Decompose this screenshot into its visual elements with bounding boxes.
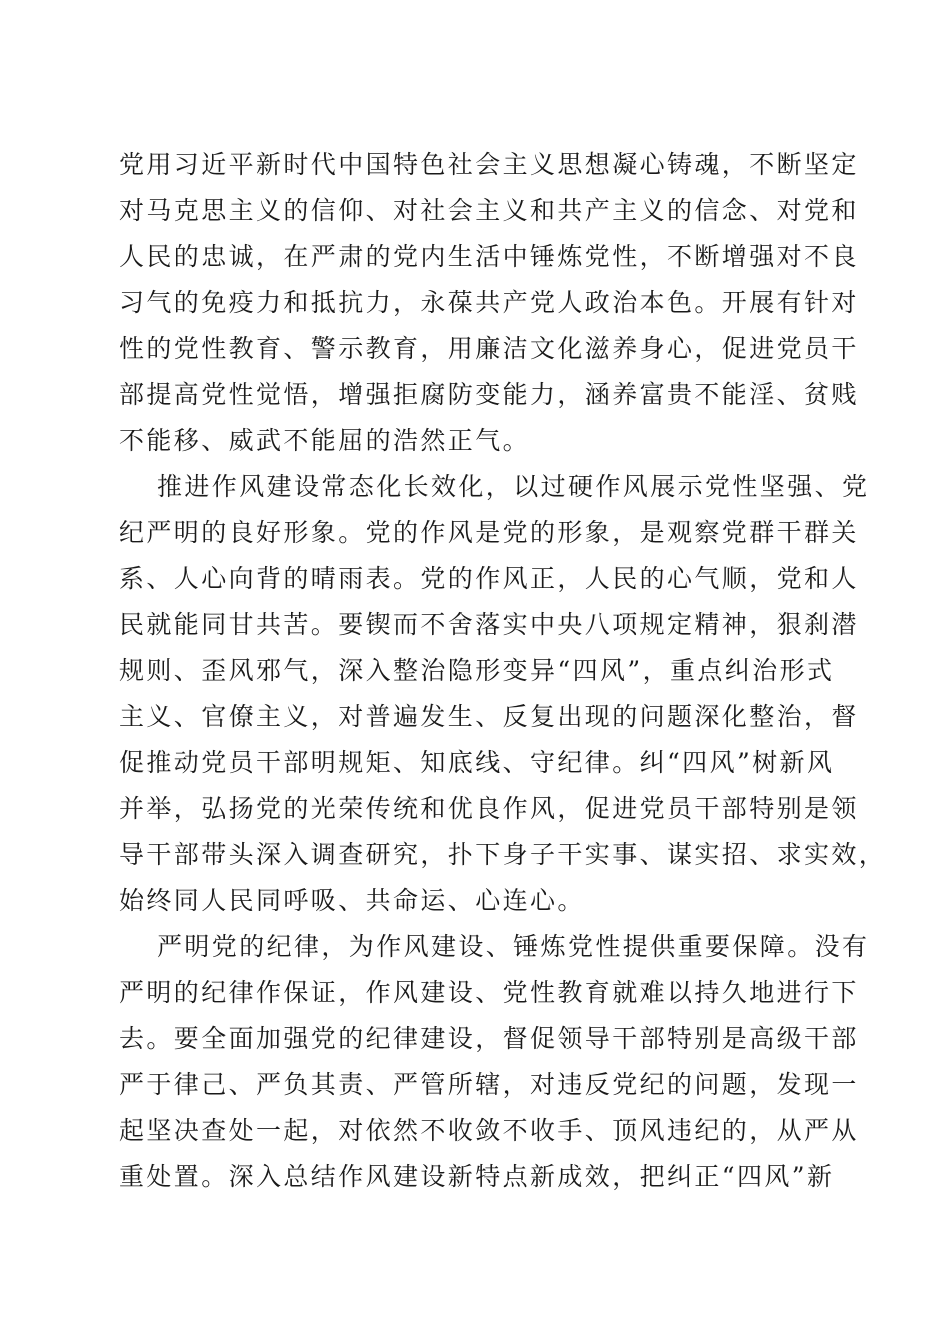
text-line: 人民的忠诚，在严肃的党内生活中锤炼党性，不断增强对不良 bbox=[119, 242, 859, 271]
text-line: 严于律己、严负其责、严管所辖，对违反党纪的问题，发现一 bbox=[119, 1070, 859, 1099]
text-line: 始终同人民同呼吸、共命运、心连心。 bbox=[119, 886, 585, 915]
text-line: 不能移、威武不能屈的浩然正气。 bbox=[119, 426, 531, 455]
paragraph-first-line: 严明党的纪律，为作风建设、锤炼党性提供重要保障。没有 bbox=[157, 932, 870, 961]
text-line: 民就能同甘共苦。要锲而不舍落实中央八项规定精神，狠刹潜 bbox=[119, 610, 859, 639]
text-line: 党用习近平新时代中国特色社会主义思想凝心铸魂，不断坚定 bbox=[119, 150, 859, 179]
text-line: 去。要全面加强党的纪律建设，督促领导干部特别是高级干部 bbox=[119, 1024, 859, 1053]
text-line: 性的党性教育、警示教育，用廉洁文化滋养身心，促进党员干 bbox=[119, 334, 859, 363]
paragraph-first-line: 推进作风建设常态化长效化，以过硬作风展示党性坚强、党 bbox=[157, 472, 870, 501]
text-line: 对马克思主义的信仰、对社会主义和共产主义的信念、对党和 bbox=[119, 196, 859, 225]
text-line: 起坚决查处一起，对依然不收敛不收手、顶风违纪的，从严从 bbox=[119, 1116, 859, 1145]
text-line: 严明的纪律作保证，作风建设、党性教育就难以持久地进行下 bbox=[119, 978, 859, 1007]
text-line: 部提高党性觉悟，增强拒腐防变能力，涵养富贵不能淫、贫贱 bbox=[119, 380, 859, 409]
text-line: 习气的免疫力和抵抗力，永葆共产党人政治本色。开展有针对 bbox=[119, 288, 859, 317]
text-line: 规则、歪风邪气，深入整治隐形变异“四风”，重点纠治形式 bbox=[119, 656, 835, 685]
text-line: 重处置。深入总结作风建设新特点新成效，把纠正“四风”新 bbox=[119, 1162, 835, 1191]
text-line: 主义、官僚主义，对普遍发生、反复出现的问题深化整治，督 bbox=[119, 702, 859, 731]
text-line: 促推动党员干部明规矩、知底线、守纪律。纠“四风”树新风 bbox=[119, 748, 835, 777]
text-line: 导干部带头深入调查研究，扑下身子干实事、谋实招、求实效， bbox=[119, 840, 887, 869]
text-line: 纪严明的良好形象。党的作风是党的形象，是观察党群干群关 bbox=[119, 518, 859, 547]
body-text bbox=[119, 142, 887, 1200]
text-line: 并举，弘扬党的光荣传统和优良作风，促进党员干部特别是领 bbox=[119, 794, 859, 823]
text-line: 系、人心向背的晴雨表。党的作风正，人民的心气顺，党和人 bbox=[119, 564, 859, 593]
